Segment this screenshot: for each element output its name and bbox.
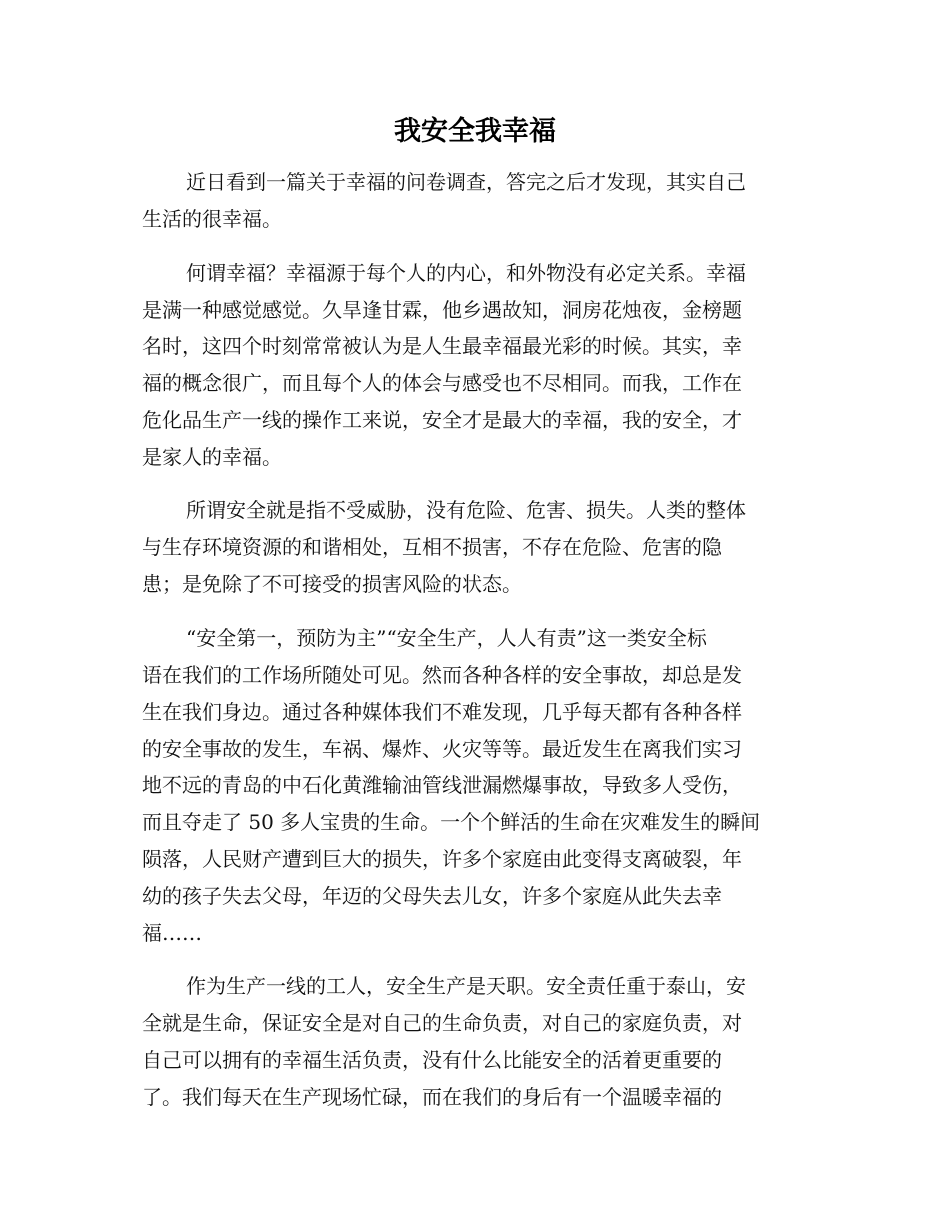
paragraph-5-line-3: 自己可以拥有的幸福生活负责，没有什么比能安全的活着更重要的 — [142, 1048, 722, 1072]
paragraph-1-line-1: 近日看到一篇关于幸福的问卷调查，答完之后才发现，其实自己 — [186, 170, 746, 194]
paragraph-3-line-1: 所谓安全就是指不受威胁，没有危险、危害、损失。人类的整体 — [186, 498, 746, 522]
paragraph-2-line-4: 福的概念很广，而且每个人的体会与感受也不尽相同。而我，工作在 — [142, 371, 742, 395]
paragraph-2-line-5: 危化品生产一线的操作工来说，安全才是最大的幸福，我的安全，才 — [142, 408, 742, 432]
paragraph-4-line-7: 陨落，人民财产遭到巨大的损失，许多个家庭由此变得支离破裂，年 — [142, 847, 742, 871]
paragraph-1-line-2: 生活的很幸福。 — [142, 207, 282, 231]
paragraph-5-line-2: 全就是生命，保证安全是对自己的生命负责，对自己的家庭负责，对 — [142, 1011, 742, 1035]
document-title: 我安全我幸福 — [394, 116, 556, 147]
paragraph-2-line-2: 是满一种感觉感觉。久旱逢甘霖，他乡遇故知，洞房花烛夜，金榜题 — [142, 298, 742, 322]
paragraph-4-line-8: 幼的孩子失去父母，年迈的父母失去儿女，许多个家庭从此失去幸 — [142, 884, 722, 908]
paragraph-4-line-1: “安全第一，预防为主”“安全生产，人人有责”这一类安全标 — [186, 626, 707, 650]
paragraph-5-line-4: 了。我们每天在生产现场忙碌，而在我们的身后有一个温暖幸福的 — [142, 1085, 722, 1109]
paragraph-4-line-4: 的安全事故的发生，车祸、爆炸、火灾等等。最近发生在离我们实习 — [142, 737, 742, 761]
paragraph-4-line-3: 生在我们身边。通过各种媒体我们不难发现，几乎每天都有各种各样 — [142, 700, 742, 724]
paragraph-2-line-3: 名时，这四个时刻常常被认为是人生最幸福最光彩的时候。其实，幸 — [142, 334, 742, 358]
paragraph-3-line-3: 患；是免除了不可接受的损害风险的状态。 — [142, 572, 522, 596]
paragraph-4-line-6: 而且夺走了 50 多人宝贵的生命。一个个鲜活的生命在灾难发生的瞬间 — [142, 810, 761, 834]
paragraph-4-line-9: 福…… — [142, 921, 202, 945]
paragraph-4-line-2: 语在我们的工作场所随处可见。然而各种各样的安全事故，却总是发 — [142, 663, 742, 687]
paragraph-5-line-1: 作为生产一线的工人，安全生产是天职。安全责任重于泰山，安 — [186, 974, 746, 998]
paragraph-2-line-1: 何谓幸福？幸福源于每个人的内心，和外物没有必定关系。幸福 — [186, 261, 746, 285]
paragraph-4-line-5: 地不远的青岛的中石化黄潍输油管线泄漏燃爆事故，导致多人受伤， — [142, 773, 742, 797]
paragraph-3-line-2: 与生存环境资源的和谐相处，互相不损害，不存在危险、危害的隐 — [142, 535, 722, 559]
paragraph-2-line-6: 是家人的幸福。 — [142, 445, 282, 469]
